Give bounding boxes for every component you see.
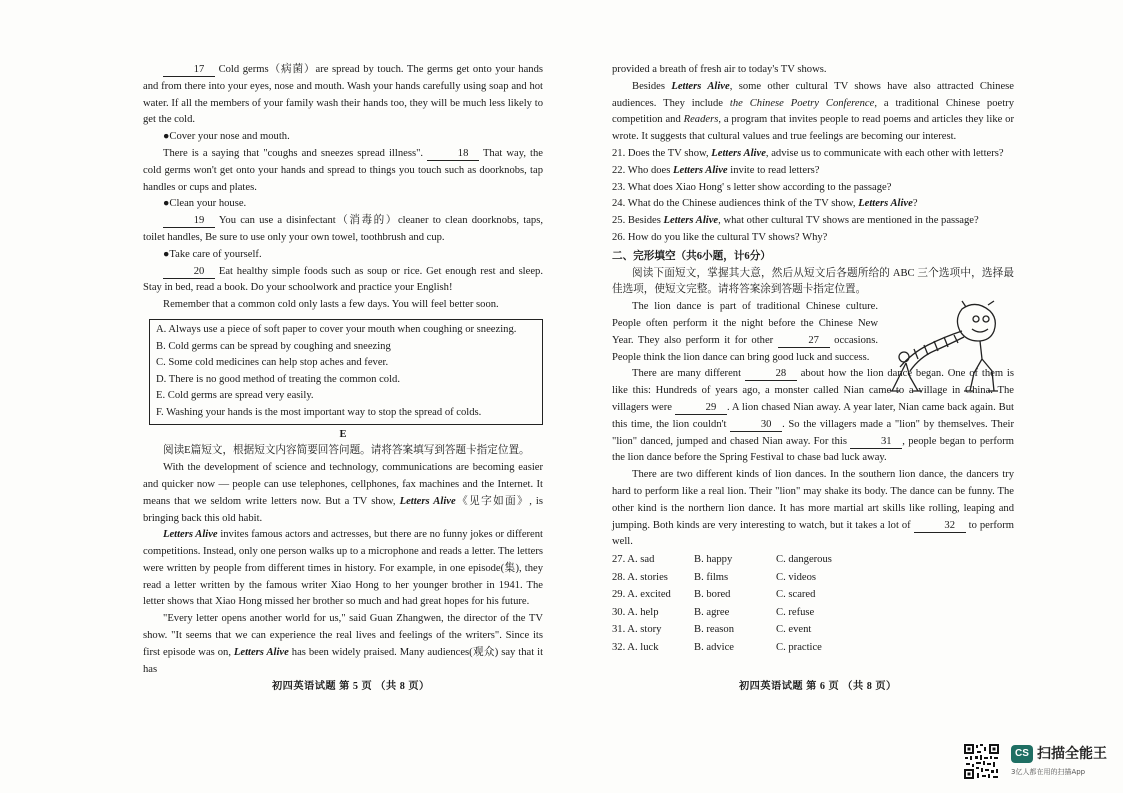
blank-18: 18: [427, 148, 479, 161]
show-title: Readers: [683, 114, 719, 126]
show-title: Letters Alive: [711, 147, 766, 159]
paragraph-text: , people began to perform the lion dance before the Spring Festival to chase bad luck away.: [612, 435, 1014, 464]
option-c: C. event: [776, 624, 812, 636]
show-title: Letters Alive: [163, 529, 218, 541]
option-c: C. scared: [776, 589, 816, 601]
paragraph-text: "Every letter opens another world for us," said Guan Zhangwen, the director of the TV show. "It seems that we can experience the real lives and feelings of the writers". Since its first episode was on,: [143, 613, 543, 658]
passage-e-p4: [612, 79, 1014, 146]
option-a: 27. A. sad: [612, 554, 655, 566]
options-27: [612, 551, 1014, 569]
option-c: C. practice: [776, 642, 822, 654]
option-a: 31. A. story: [612, 624, 662, 636]
paragraph-text: to perform well.: [612, 519, 1015, 548]
question-25: [612, 213, 1014, 230]
option-b: B. films: [694, 571, 729, 583]
bullet-clean: ●Clean your house.: [163, 198, 247, 210]
question-23: 23. What does Xiao Hong' s letter show according to the passage?: [612, 181, 892, 193]
instructions-e: 阅读E篇短文，根据短文内容简要回答问题。请将答案填写到答题卡指定位置。: [163, 445, 530, 457]
cloze-passage: [612, 299, 1014, 551]
paragraph-text: , some other cultural TV shows have also attracted Chinese audiences. They include: [612, 80, 1014, 109]
options-box: [149, 319, 543, 425]
option-c: C. refuse: [776, 606, 815, 618]
blank-29: 29: [675, 402, 727, 415]
paragraph-text: Cold germs（病菌）are spread by touch. The germs get onto your hands and from there into your eyes, nose and mouth. Wash your hands carefully using soap and hot water. If all the members of your family wash their hands too, they will be much less likely to get the cold.: [143, 64, 543, 126]
question-text: 24. What do the Chinese audiences think of the TV show,: [612, 198, 856, 210]
option-a: 30. A. help: [612, 606, 659, 618]
paragraph-text: . So the villagers made a "lion" by themselves. Their "lion" danced, jumped and chased Nian away. For this: [612, 418, 1015, 447]
scanner-tagline: 3亿人都在用的扫描App: [1011, 768, 1086, 776]
passage-e-p2: [143, 527, 543, 611]
blank-32: 32: [914, 520, 966, 533]
option-b: B. happy: [694, 554, 733, 566]
show-title: Letters Alive: [399, 495, 456, 507]
closing-line: Remember that a common cold only lasts a few days. You will feel better soon.: [163, 299, 499, 311]
cloze-options: [612, 551, 1014, 657]
cloze-heading: 二、完形填空（共6小题，计6分）: [612, 250, 771, 262]
option-f: F. Washing your hands is the most important way to stop the spread of colds.: [156, 406, 482, 418]
question-list: [612, 146, 1014, 247]
show-title: Letters Alive: [233, 646, 289, 658]
option-c: C. Some cold medicines can help stop aches and fever.: [156, 357, 389, 369]
option-b: B. bored: [694, 589, 731, 601]
paragraph-text: has been widely praised. Many audiences(观众) say that it has: [143, 646, 544, 675]
question-text: 25. Besides: [612, 215, 661, 227]
option-a: A. Always use a piece of soft paper to cover your mouth when coughing or sneezing.: [156, 323, 517, 335]
bullet-cover: ●Cover your nose and mouth.: [163, 131, 290, 143]
blank-31: 31: [850, 436, 902, 449]
option-b: B. agree: [694, 606, 730, 618]
option-d: D. There is no good method of treating the common cold.: [156, 373, 400, 385]
page-footer-right: 初四英语试题 第 6 页 （共 8 页）: [739, 681, 897, 692]
option-b: B. reason: [694, 624, 735, 636]
show-title: Letters Alive: [858, 198, 913, 210]
bullet-care: ●Take care of yourself.: [163, 248, 262, 260]
paragraph-17: [143, 62, 543, 129]
question-text: 21. Does the TV show,: [612, 147, 709, 159]
right-page: [612, 62, 1014, 657]
option-a: 29. A. excited: [612, 589, 671, 601]
question-text: ?: [912, 198, 918, 210]
scanner-brand: 扫描全能王: [1037, 746, 1107, 762]
option-e: E. Cold germs are spread very easily.: [156, 390, 314, 402]
paragraph-text: . A lion chased Nian away. A year later, Nian came back again. But this time, the lion couldn't: [612, 401, 1014, 430]
paragraph-text: There is a saying that "coughs and sneezes spread illness".: [163, 147, 424, 159]
paragraph-text: 《见字如面》, is bringing back this old habit.: [143, 495, 543, 524]
section-e-heading: E: [339, 428, 347, 440]
option-c: C. videos: [776, 571, 817, 583]
paragraph-text: The lion dance is part of traditional Chinese culture. People often perform it the night before the Chinese New Year. They also perform it for other: [612, 301, 878, 346]
paragraph-19: [143, 213, 543, 247]
question-text: , advise us to communicate with each other with letters?: [765, 147, 1004, 159]
question-text: invite to read letters?: [730, 164, 820, 176]
paragraph-text: Eat healthy simple foods such as soup or rice. Get enough rest and sleep. Stay in bed, read a book. Do your schoolwork and practice your English!: [143, 265, 543, 294]
paragraph-text: There are two different kinds of lion dances. In the southern lion dance, the dancers try hard to perform like a real lion. Their "lion" may shake its body. The dance can be funny. The other kind is the northern lion dance. It has more martial art skills like rolling, leaping and jumping. Both kinds are very interesting to watch, but it takes a lot of: [612, 469, 1014, 531]
paragraph-text: occasions. People think the lion dance can bring good luck and success.: [612, 334, 878, 363]
show-title: Letters Alive: [663, 215, 719, 227]
option-c: C. dangerous: [776, 554, 832, 566]
options-29: [612, 586, 1014, 604]
paragraph-text: about how the lion dance began. One of them is like this: Hundreds of years ago, a monster called Nian came to a village in China. The villagers were: [612, 368, 1014, 413]
cloze-instructions: 阅读下面短文，掌握其大意，然后从短文后各题所给的 ABC 三个选项中，选择最佳选项，使短文完整。请将答案涂到答题卡指定位置。: [612, 267, 1014, 296]
option-b: B. Cold germs can be spread by coughing and sneezing: [156, 340, 391, 352]
lion-dance-illustration: [884, 299, 1014, 395]
paragraph-text: With the development of science and technology, communications are becoming easier and quicker now — people can use telephones, cellphones, fax machines and the Internet. It means that we seldom write letters now. But a TV show,: [143, 462, 543, 507]
paragraph-text: That way, the cold germs won't get onto your hands and spread to things you touch such as doorknobs, tap handles or cups and plates.: [143, 147, 543, 193]
options-30: [612, 604, 1014, 622]
left-page: [143, 62, 543, 678]
blank-19: 19: [163, 215, 215, 228]
question-22: [612, 163, 1014, 180]
blank-30: 30: [730, 419, 782, 432]
paragraph-text: invites famous actors and actresses, but there are no funny jokes or different competitions. Instead, only one person walks up to a microphone and reads a letter. The letters were written by people from different times in history. For example, in one episode(集), they read a letter written by the famous writer Xiao Hong to her younger brother in 1941. The letter shows that Xiao Hong missed her brother so much and had great hopes for his future.: [143, 529, 544, 608]
options-32: [612, 639, 1014, 657]
blank-27: 27: [778, 335, 830, 348]
show-title: Letters Alive: [671, 80, 730, 92]
passage-e-p1: [143, 460, 543, 527]
option-b: B. advice: [694, 642, 735, 654]
options-31: [612, 621, 1014, 639]
show-title: Letters Alive: [673, 164, 728, 176]
passage-continued: provided a breath of fresh air to today's TV shows.: [612, 64, 827, 75]
option-a: 28. A. stories: [612, 571, 668, 583]
question-text: , what other cultural TV shows are mentioned in the passage?: [718, 215, 979, 227]
blank-17: 17: [163, 64, 215, 77]
blank-28: 28: [745, 368, 797, 381]
options-28: [612, 569, 1014, 587]
passage-e-p3: [143, 611, 543, 678]
scanner-logo-icon: CS: [1011, 745, 1033, 763]
paragraph-text: Besides: [632, 80, 665, 92]
show-title: the Chinese Poetry Conference: [729, 97, 875, 109]
paragraph-text: , a program that invites people to read poems and articles they like or wrote. It suggests that cultural values and true feelings are becoming our interest.: [612, 114, 1014, 143]
question-26: 26. How do you like the cultural TV shows? Why?: [612, 231, 828, 243]
question-21: [612, 146, 1014, 163]
qr-code-icon: [963, 743, 1000, 780]
page-footer-left: 初四英语试题 第 5 页 （共 8 页）: [272, 681, 430, 692]
paragraph-text: , a traditional Chinese poetry competition and: [612, 97, 1014, 126]
blank-20: 20: [163, 266, 215, 279]
option-a: 32. A. luck: [612, 642, 659, 654]
question-24: [612, 196, 1014, 213]
paragraph-text: You can use a disinfectant（消毒的）cleaner to clean doorknobs, taps, toilet handles, Be sure to use only your own towel, toothbrush and cup.: [143, 215, 543, 243]
paragraph-18: [143, 146, 543, 196]
cloze-p3: [612, 467, 1014, 551]
paragraph-20: [143, 264, 543, 298]
question-text: 22. Who does: [612, 164, 671, 176]
paragraph-text: There are many different: [632, 368, 742, 380]
